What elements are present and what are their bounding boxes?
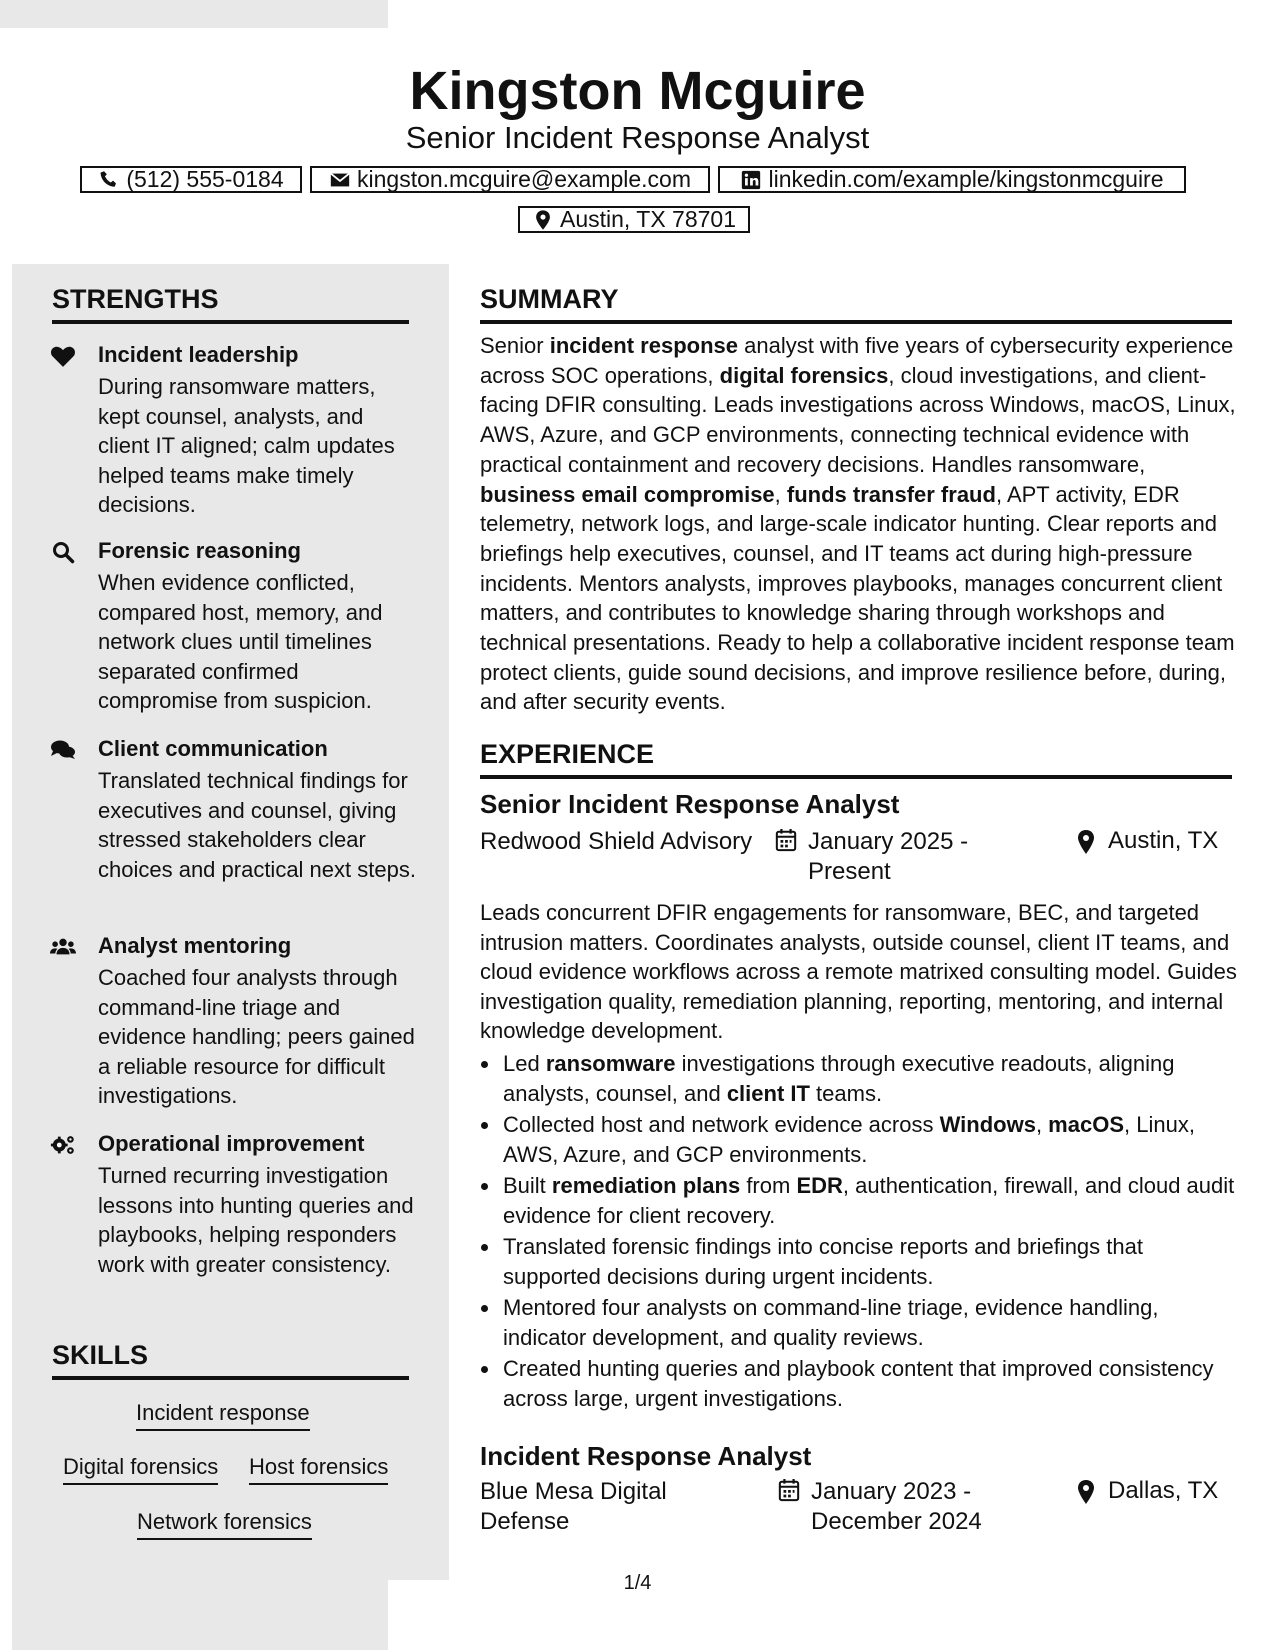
summary-rule — [480, 320, 1232, 324]
calendar-icon — [775, 828, 797, 852]
bullet-item — [480, 1293, 1240, 1352]
job-location — [1108, 1477, 1218, 1505]
strength-desc: When evidence conflicted, compared host, memory, and network clues until timelines separated confirmed compromise from suspicion. — [98, 570, 383, 714]
skill-tag: Network forensics — [137, 1509, 312, 1540]
bullet-item — [480, 1171, 1240, 1230]
email-text: kingston.mcguire@example.com — [357, 166, 691, 192]
skills-heading: SKILLS — [52, 1340, 149, 1370]
strength-desc: Coached four analysts through command-line triage and evidence handling; peers gained a reliable resource for difficult investigations. — [98, 965, 415, 1109]
strength-title: Incident leadership — [98, 342, 299, 367]
linkedin-text: linkedin.com/example/kingstonmcguire — [768, 166, 1164, 192]
job-location — [1108, 827, 1218, 855]
strengths-heading: STRENGTHS — [52, 284, 219, 314]
text-run: , cloud investigations, and client-facing DFIR consulting. Leads investigations across Windows, macOS, Linux, AWS, Azure, and GCP environments, connecting technical evidence with practical containment and recovery decisions. Handles ransomware, — [480, 362, 1236, 477]
emphasis-text: EDR — [796, 1173, 843, 1198]
experience-heading: EXPERIENCE — [480, 739, 655, 769]
emphasis-text: funds transfer fraud — [786, 481, 996, 507]
text-run: , — [774, 481, 787, 507]
emphasis-text: remediation plans — [551, 1173, 741, 1198]
emphasis-text: client IT — [726, 1080, 810, 1106]
skills-rule — [52, 1376, 409, 1380]
job-dates — [775, 827, 1005, 886]
text-run: Led — [503, 1051, 546, 1076]
phone-text: (512) 555-0184 — [126, 166, 284, 192]
job-dates — [778, 1477, 1008, 1536]
emphasis-text: ransomware — [545, 1051, 676, 1076]
candidate-name: Kingston Mcguire — [409, 61, 866, 121]
bottom-decor-bar — [12, 1580, 388, 1650]
emphasis-text: Windows — [939, 1112, 1036, 1137]
emphasis-text: incident response — [549, 333, 738, 358]
page-number: 1/4 — [623, 1572, 652, 1594]
map-pin-icon — [1074, 1479, 1098, 1505]
linkedin-icon — [740, 169, 762, 191]
top-decor-bar — [0, 0, 388, 28]
job-location-text: Austin, TX — [1108, 827, 1219, 854]
job-dates-text: January 2023 - December 2024 — [811, 1478, 982, 1535]
bullet-item — [480, 1354, 1240, 1413]
location-text: Austin, TX 78701 — [559, 206, 737, 232]
text-run: analyst with five years of cybersecurity experience across SOC operations, — [480, 333, 1234, 388]
strength-title: Operational improvement — [98, 1131, 365, 1156]
job-description: Leads concurrent DFIR engagements for ransomware, BEC, and targeted intrusion matters. Coordinates analysts, outside counsel, client IT teams, and cloud evidence workflows across a remote matrixed consulting model. Guides investigation quality, remediation planning, reporting, mentoring, and internal knowledge development. — [480, 900, 1237, 1043]
strengths-rule — [52, 320, 409, 324]
magnifier-icon — [50, 540, 78, 566]
bullet-item — [480, 1110, 1240, 1169]
strength-desc: During ransomware matters, kept counsel, analysts, and client IT aligned; calm updates helped teams make timely decisions. — [98, 374, 395, 518]
text-run: , Linux, AWS, Azure, and GCP environments. — [503, 1112, 1195, 1167]
summary-heading: SUMMARY — [480, 284, 619, 314]
bullet-item — [480, 1049, 1240, 1108]
text-run: , APT activity, EDR telemetry, network logs, and large-scale indicator hunting. Clear reports and briefings help executives, counsel, and IT teams act during high-pressure incidents. Mentors analysts, improves playbooks, manages concurrent client matters, and contributes to knowledge sharing through workshops and technical presentations. Ready to help a collaborative incident response team protect clients, guide sound decisions, and improve resilience before, during, and after security events. — [480, 481, 1235, 715]
skill-tag: Incident response — [136, 1400, 310, 1431]
job-bullets — [480, 1049, 1240, 1415]
text-run: Translated forensic findings into concise reports and briefings that supported decisions during urgent incidents. — [503, 1234, 1143, 1289]
chat-bubbles-icon — [50, 738, 78, 764]
text-run: from — [740, 1173, 797, 1198]
gears-icon — [50, 1133, 78, 1159]
skill-tag: Digital forensics — [63, 1454, 218, 1485]
users-icon — [50, 935, 78, 961]
text-run: Senior — [480, 333, 550, 358]
phone-icon — [98, 169, 120, 191]
job-title: Incident Response Analyst — [480, 1441, 812, 1471]
job-title: Senior Incident Response Analyst — [480, 789, 900, 819]
text-run: Mentored four analysts on command-line triage, evidence handling, indicator development, and quality reviews. — [503, 1295, 1159, 1350]
bullet-item — [480, 1232, 1240, 1291]
emphasis-text: business email compromise — [480, 481, 775, 507]
skill-tag: Host forensics — [249, 1454, 388, 1485]
strength-title: Analyst mentoring — [98, 933, 292, 958]
text-run: , — [1035, 1112, 1049, 1137]
job-location-text: Dallas, TX — [1108, 1477, 1219, 1504]
envelope-icon — [329, 169, 351, 191]
text-run: , authentication, firewall, and cloud audit evidence for client recovery. — [503, 1173, 1235, 1228]
emphasis-text: digital forensics — [719, 362, 889, 388]
strength-title: Forensic reasoning — [98, 538, 301, 563]
experience-rule — [480, 775, 1232, 779]
candidate-title: Senior Incident Response Analyst — [405, 120, 870, 155]
job-company: Redwood Shield Advisory — [480, 828, 753, 855]
strength-title: Client communication — [98, 736, 328, 761]
job-company: Blue Mesa Digital Defense — [480, 1478, 667, 1535]
strength-desc: Turned recurring investigation lessons into hunting queries and playbooks, helping responders work with greater consistency. — [98, 1163, 414, 1277]
text-run: investigations through executive readouts, aligning analysts, counsel, and — [503, 1051, 1175, 1106]
calendar-icon — [778, 1478, 800, 1502]
emphasis-text: macOS — [1048, 1112, 1124, 1137]
text-run: Built — [503, 1173, 552, 1198]
map-pin-icon — [532, 209, 554, 231]
text-run: Created hunting queries and playbook content that improved consistency across large, urgent investigations. — [503, 1356, 1214, 1411]
email-box[interactable] — [310, 166, 710, 193]
summary-text — [480, 331, 1240, 717]
linkedin-box[interactable] — [718, 166, 1186, 193]
map-pin-icon — [1074, 829, 1098, 855]
strength-desc: Translated technical findings for executives and counsel, giving stressed stakeholders clear choices and practical next steps. — [98, 768, 416, 882]
location-box — [518, 206, 750, 233]
phone-box[interactable] — [80, 166, 302, 193]
text-run: Collected host and network evidence across — [503, 1112, 940, 1137]
text-run: teams. — [809, 1080, 883, 1106]
job-dates-text: January 2025 - Present — [808, 828, 969, 885]
heart-icon — [50, 344, 78, 370]
